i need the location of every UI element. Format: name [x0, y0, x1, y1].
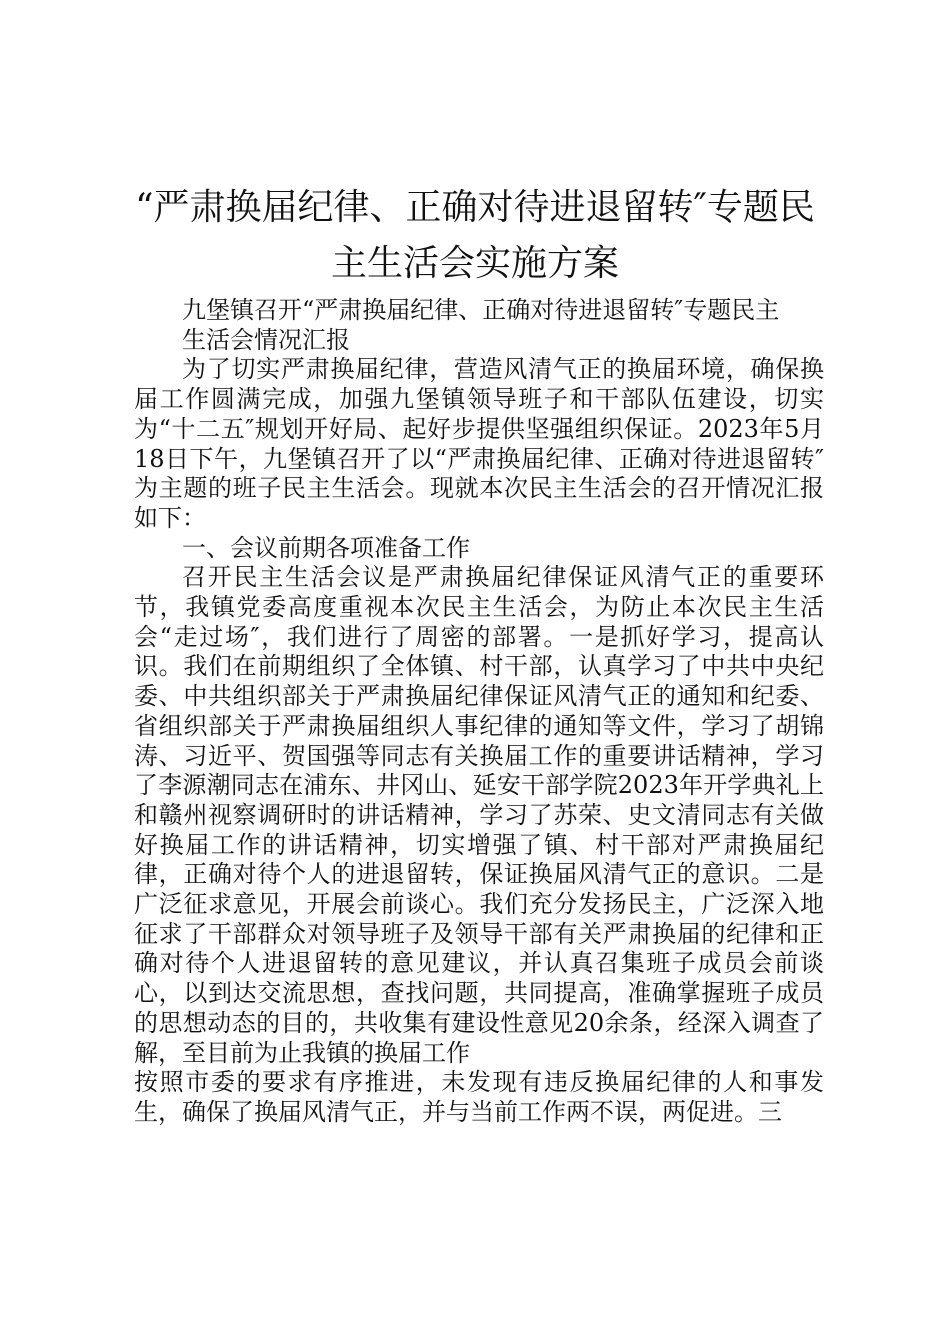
body-paragraph: 召开民主生活会议是严肃换届纪律保证风清气正的重要环节，我镇党委高度重视本次民主生活会，为防止本次民主生活会“走过场″，我们进行了周密的部署。一是抓好学习，提高认识。我们在前期组织了全体镇、村干部，认真学习了中共中央纪委、中共组织部关于严肃换届纪律保证风清气正的通知和纪委、省组织部关于严肃换届组织人事纪律的通知等文件，学习了胡锦涛、习近平、贺国强等同志有关换届工作的重要讲话精神，学习了李源潮同志在浦东、井冈山、延安干部学院2023年开学典礼上和赣州视察调研时的讲话精神，学习了苏荣、史文清同志有关做好换届工作的讲话精神，切实增强了镇、村干部对严肃换届纪律，正确对待个人的进退留转，保证换届风清气正的意识。二是广泛征求意见，开展会前谈心。我们充分发扬民主，广泛深入地征求了干部群众对领导班子及领导干部有关严肃换届的纪律和正确对待个人进退留转的意见建议，并认真召集班子成员会前谈心，以到达交流思想，查找问题，共同提高，准确掌握班子成员的思想动态的目的，共收集有建设性意见20余条，经深入调查了解，至目前为止我镇的换届工作	[134, 563, 824, 1067]
title-line-1: “严肃换届纪律、正确对待进退留转″专题民	[135, 187, 815, 228]
body-paragraph-continued: 按照市委的要求有序推进，未发现有违反换届纪律的人和事发生，确保了换届风清气正，并与当前工作两不误，两促进。三	[134, 1068, 824, 1126]
document-title	[120, 180, 830, 292]
subtitle-paragraph-continued: 生活会情况汇报	[182, 325, 350, 354]
intro-paragraph: 为了切实严肃换届纪律，营造风清气正的换届环境，确保换届工作圆满完成，加强九堡镇领导班子和干部队伍建设，切实为“十二五″规划开好局、起好步提供坚强组织保证。2023年5月18日下午，九堡镇召开了以“严肃换届纪律、正确对待进退留转″为主题的班子民主生活会。现就本次民主生活会的召开情况汇报如下：	[134, 355, 824, 532]
subtitle-paragraph: 九堡镇召开“严肃换届纪律、正确对待进退留转″专题民主	[182, 296, 780, 324]
title-line-2: 主生活会实施方案	[330, 243, 619, 284]
section-heading: 一、会议前期各项准备工作	[182, 533, 470, 562]
document-body	[134, 296, 824, 1128]
